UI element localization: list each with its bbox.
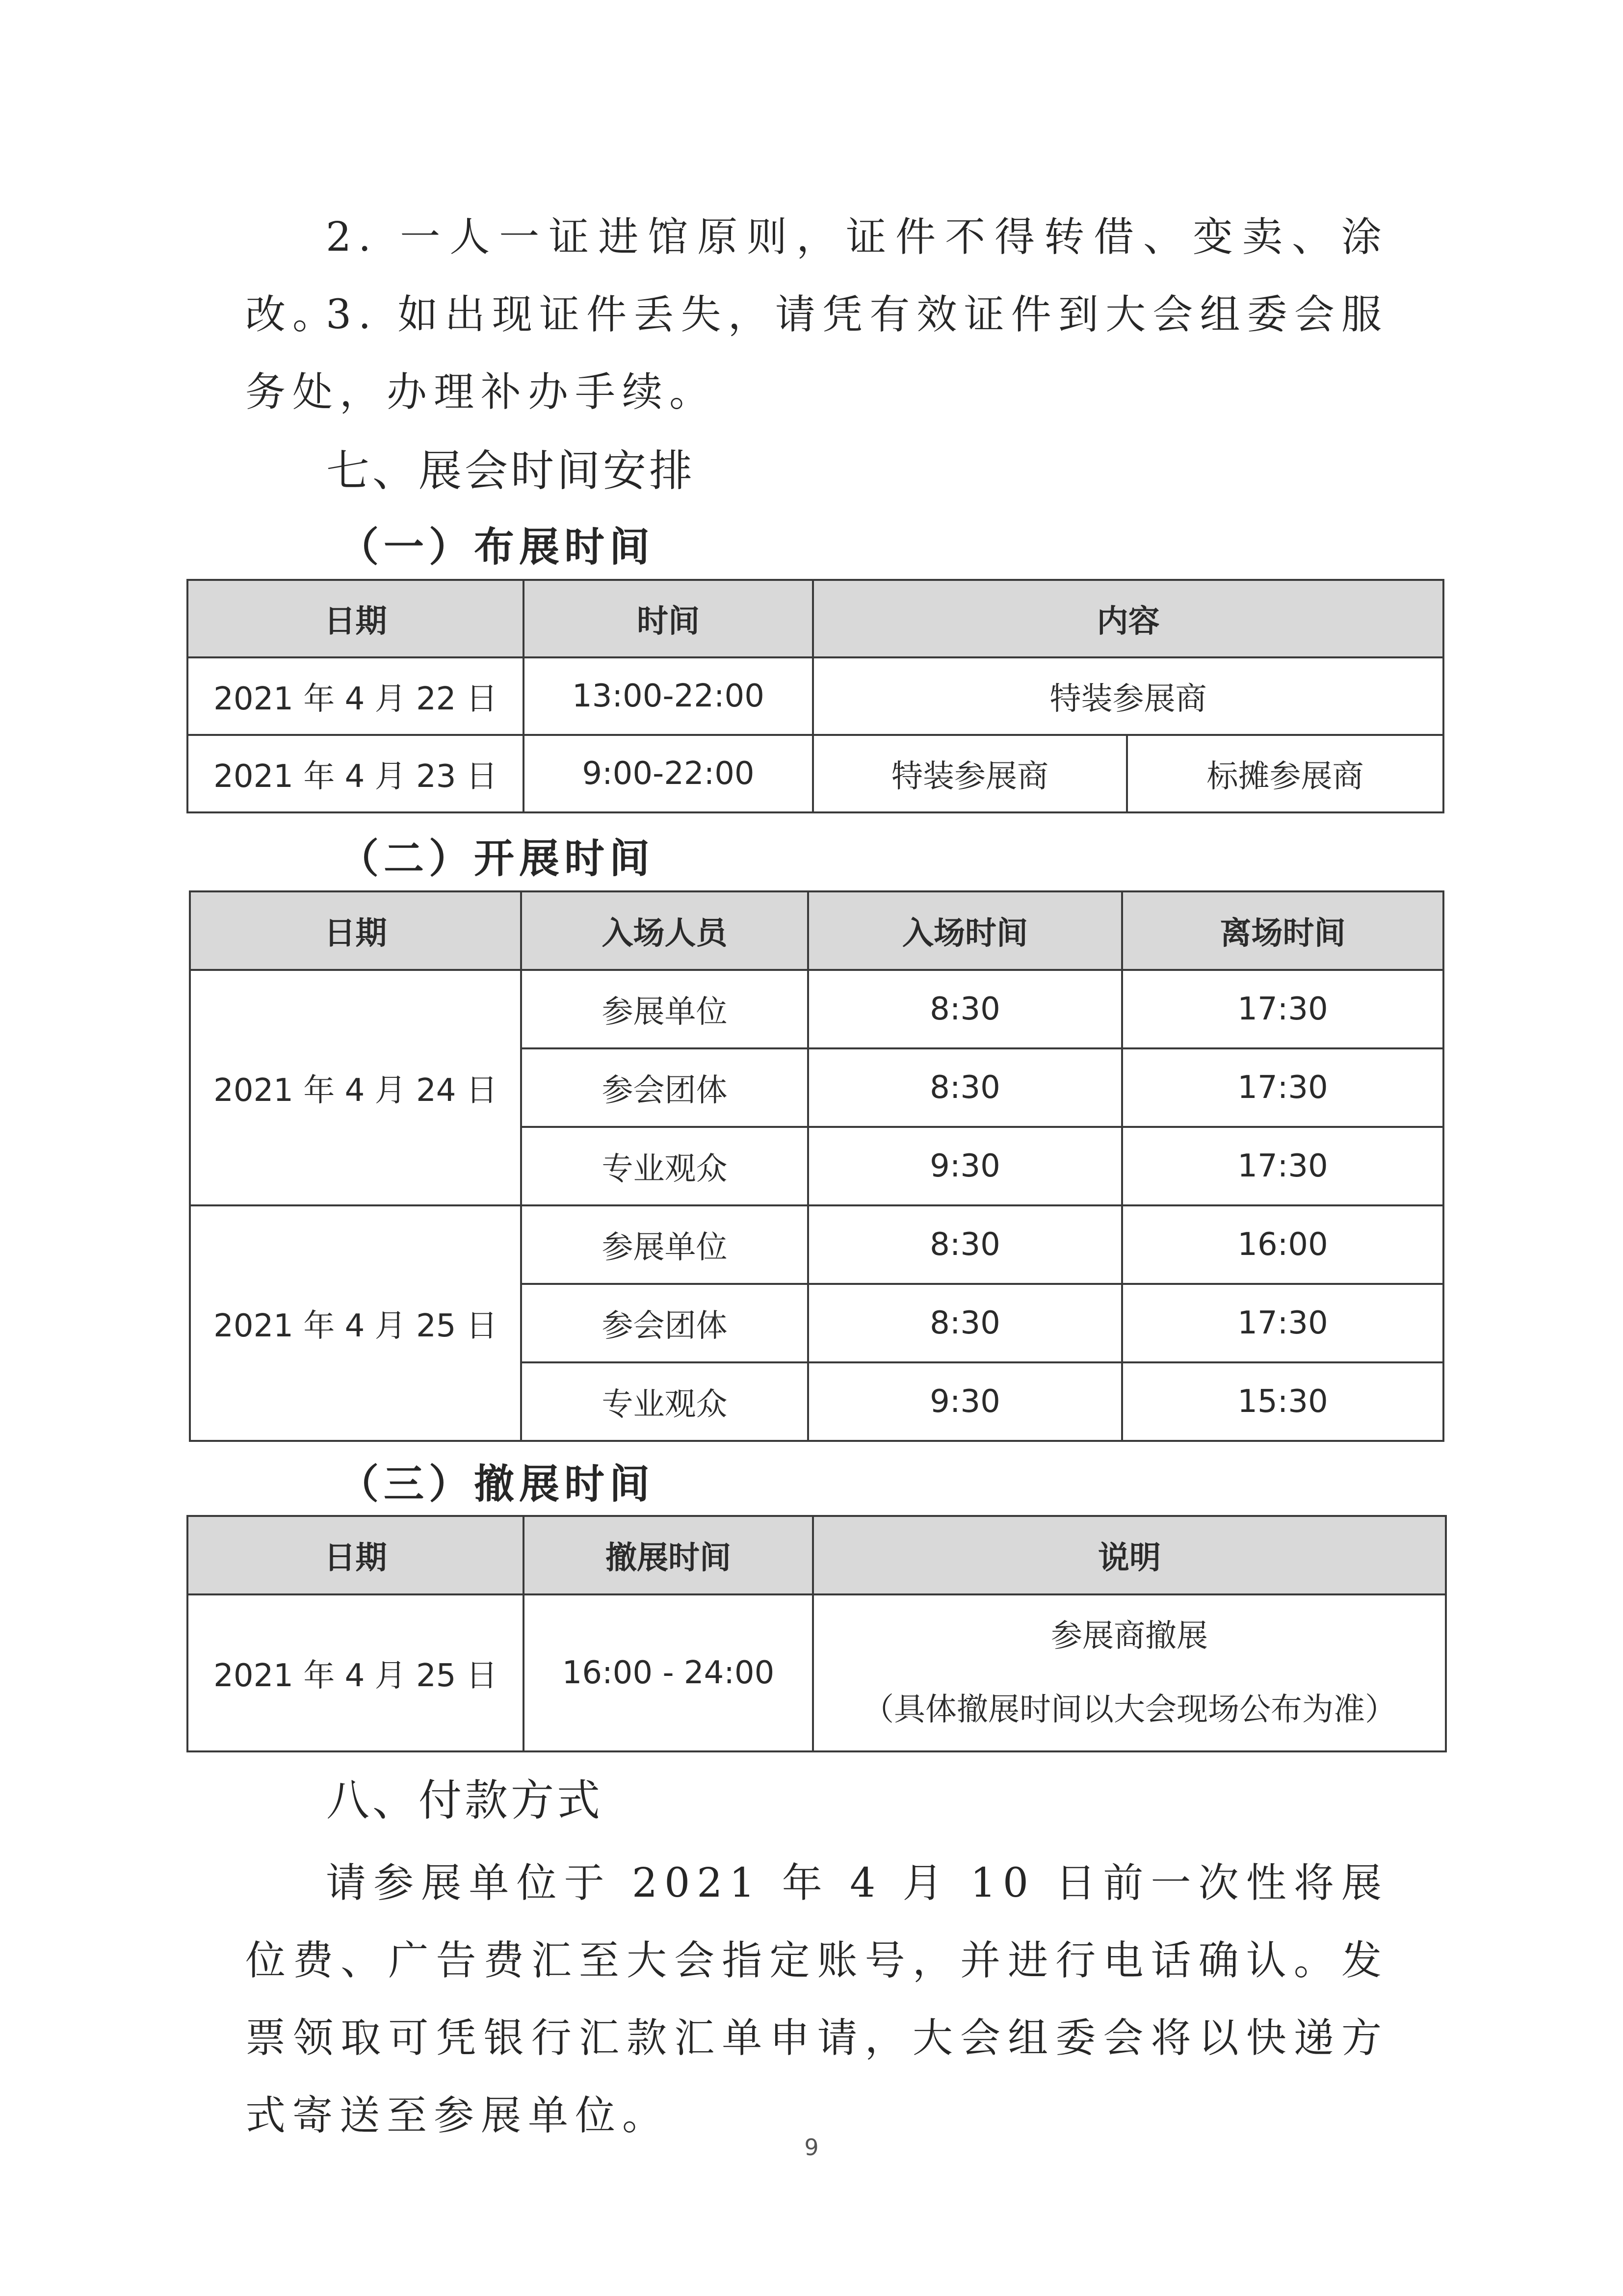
setup-time-table — [186, 579, 1444, 813]
date-cell: 2021 年 4 月 22 日 — [187, 657, 524, 735]
entry-time-cell: 8:30 — [808, 1284, 1122, 1362]
exit-time-cell: 17:30 — [1122, 1127, 1443, 1205]
attendee-cell: 参展单位 — [521, 970, 808, 1048]
col-header-entry-time: 入场时间 — [808, 891, 1122, 970]
table-row — [187, 735, 1443, 812]
content-cell: 标摊参展商 — [1127, 735, 1443, 812]
attendee-cell: 专业观众 — [521, 1127, 808, 1205]
col-header-attendee: 入场人员 — [521, 891, 808, 970]
rule-item-2: 2. 一人一证进馆原则，证件不得转借、变卖、涂改。 — [245, 214, 1388, 338]
content-cell: 特装参展商 — [813, 657, 1443, 735]
open-time-table — [189, 890, 1444, 1442]
date-cell: 2021 年 4 月 24 日 — [190, 970, 521, 1205]
rule-item-3: 3. 如出现证件丢失，请凭有效证件到大会组委会服务处，办理补办手续。 — [245, 291, 1388, 416]
time-cell: 13:00-22:00 — [524, 657, 813, 735]
table-row — [187, 657, 1443, 735]
date-cell: 2021 年 4 月 25 日 — [187, 1594, 524, 1751]
table-row — [187, 1594, 1446, 1751]
attendee-cell: 参会团体 — [521, 1048, 808, 1127]
table-row — [190, 1205, 1443, 1284]
entry-time-cell: 8:30 — [808, 1205, 1122, 1284]
col-header-note: 说明 — [813, 1516, 1446, 1594]
col-header-date: 日期 — [187, 580, 524, 657]
entry-time-cell: 8:30 — [808, 970, 1122, 1048]
exit-time-cell: 17:30 — [1122, 1048, 1443, 1127]
section-7-title: 七、展会时间安排 — [326, 445, 696, 496]
time-cell: 9:00-22:00 — [524, 735, 813, 812]
payment-paragraph: 请参展单位于 2021 年 4 月 10 日前一次性将展位费、广告费汇至大会指定账号，并进行电话确认。发票领取可凭银行汇款汇单申请，大会组委会将以快递方式寄送至参展单位。 — [245, 1860, 1388, 2139]
page-number: 9 — [804, 2134, 819, 2161]
teardown-time-title: （三）撤展时间 — [339, 1461, 655, 1508]
entry-time-cell: 9:30 — [808, 1127, 1122, 1205]
teardown-time-table — [186, 1515, 1447, 1752]
entry-time-cell: 9:30 — [808, 1362, 1122, 1441]
col-header-date: 日期 — [187, 1516, 524, 1594]
open-time-title: （二）开展时间 — [339, 835, 655, 882]
col-header-date: 日期 — [190, 891, 521, 970]
table-row — [190, 970, 1443, 1048]
exit-time-cell: 17:30 — [1122, 1284, 1443, 1362]
content-cell: 特装参展商 — [813, 735, 1127, 812]
date-cell: 2021 年 4 月 23 日 — [187, 735, 524, 812]
setup-time-title: （一）布展时间 — [339, 523, 655, 571]
section-8-title: 八、付款方式 — [326, 1775, 603, 1826]
note-line-1: 参展商撤展 — [1051, 1618, 1208, 1654]
note-line-2: （具体撤展时间以大会现场公布为准） — [863, 1692, 1396, 1728]
attendee-cell: 专业观众 — [521, 1362, 808, 1441]
entry-time-cell: 8:30 — [808, 1048, 1122, 1127]
date-cell: 2021 年 4 月 25 日 — [190, 1205, 521, 1441]
col-header-time: 时间 — [524, 580, 813, 657]
exit-time-cell: 15:30 — [1122, 1362, 1443, 1441]
note-cell — [813, 1594, 1446, 1751]
col-header-content: 内容 — [813, 580, 1443, 657]
attendee-cell: 参会团体 — [521, 1284, 808, 1362]
exit-time-cell: 17:30 — [1122, 970, 1443, 1048]
attendee-cell: 参展单位 — [521, 1205, 808, 1284]
exit-time-cell: 16:00 — [1122, 1205, 1443, 1284]
col-header-exit-time: 离场时间 — [1122, 891, 1443, 970]
teardown-time-cell: 16:00 - 24:00 — [524, 1594, 813, 1751]
col-header-teardown-time: 撤展时间 — [524, 1516, 813, 1594]
